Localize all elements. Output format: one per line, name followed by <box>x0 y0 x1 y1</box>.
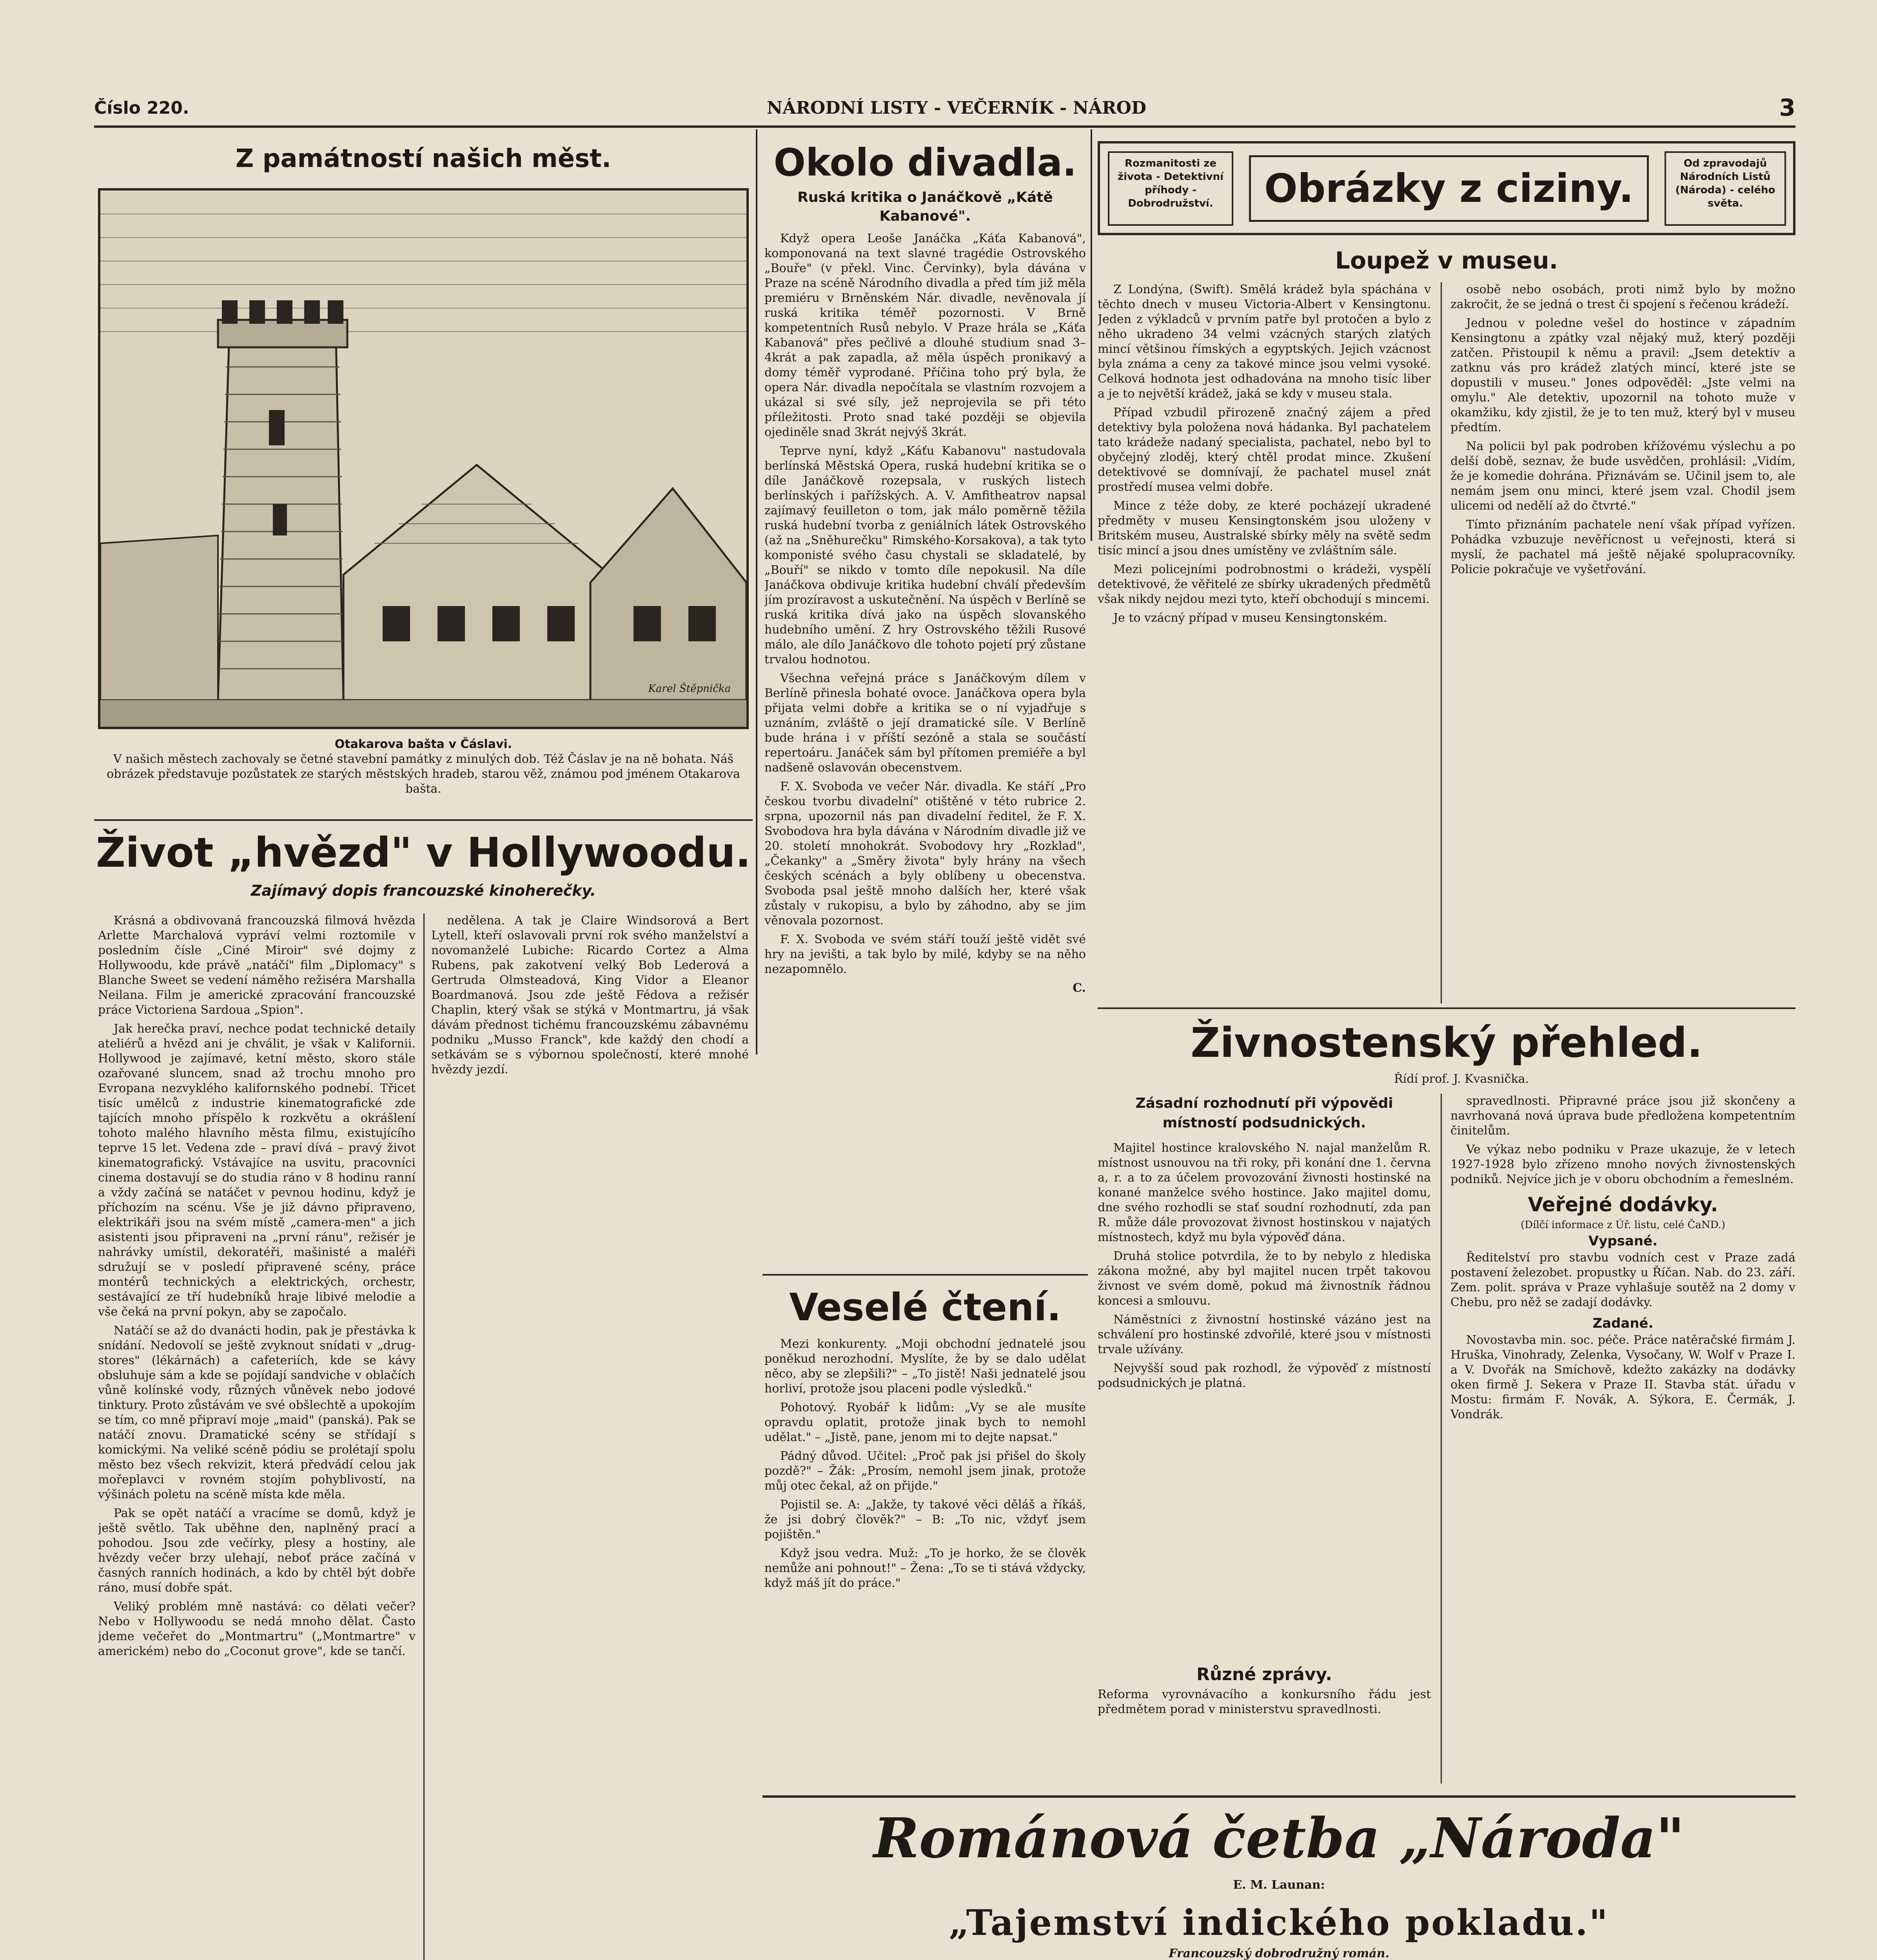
loupez-left-column: Z Londýna, (Swift). Smělá krádež byla spáchána v těchto dnech v museu Victoria-Albert v Kensingtonu. Jeden z výkladců v prvním patře byl protočen a bylo z něho ukradeno 34 velmi vzácných starých zlatých mincí většinou římských a egyptských. Jejich vzácnost byla známa a ceny za takové mince jsou velmi vysoké. Celková hodnota jest odhadována na mnoho tisíc liber a je to největší krádež, jaká se kdy v museu stala. Případ vzbudil přirozeně značný zájem a před detektivy byla položena nová hádanka. Byl pachatelem tato krádeže nadaný specialista, pachatel, nebo byl to obyčejný zloděj, který chtěl prodat mince. Zkušení detektivové se domnívají, že pachatel musel znát prostředí musea velmi dobře. Mince z téže doby, ze které pocházejí ukradené předměty v museu Kensingtonském jsou uloženy v Britském museu, Australské sbírky měly na světě sedm tisíc mincí a jsou dnes umístěny ve zvláštním sále. Mezi policejními podrobnostmi o krádeži, vyspělí detektivové, že věřitelé ze sbírky ukradených předmětů však nikdy nejdou mezi tyto, kteří obchodují s mincemi. Je to vzácný případ v museu Kensingtonském. <box>1098 283 1431 625</box>
obrazky-box-right: Od zpravodajů Národních Listů (Národa) - celého světa. <box>1665 151 1786 226</box>
page-header <box>94 98 1795 125</box>
zivnostensky-left-column: Majitel hostince kralovského N. najal manželům R. místnost usnouvou na tři roky, při konání dne 1. června a, r. a to za účelem provozování živnosti hostinské na konané manželce svého hostince. Jako majitel domu, dne svého rozhodli se stať soudní rozhodnutí, zda pan R. může dále provozovat živnost hostinskou v najatých místnostech, když mu byla výpověď dána. Druhá stolice potvrdila, že to by nebylo z hlediska zákona možné, aby byl majitel nucen trpět takovou živnost ve svém domě, pokud má živnostník řádnou koncesi a smlouvu. Náměstníci z živnostní hostinské vázáno jest na schválení pro hostinské zdvořilé, které jsou v místnosti trvale užívány. Nejvyšší soud pak rozhodl, že výpověď z místností podsudnických je platná. <box>1098 1141 1431 1390</box>
divadlo-subtitle: Ruská kritika o Janáčkově „Kátě Kabanové". <box>797 189 1053 224</box>
loupez-title: Loupež v museu. <box>1335 247 1558 274</box>
roman-top-rule <box>762 1795 1795 1798</box>
zivnostensky-editor: Řídí prof. J. Kvasnička. <box>1394 1072 1529 1086</box>
section-rule <box>94 819 753 821</box>
roman-note: Francouzský dobrodružný román. <box>1169 1947 1389 1960</box>
hvezdy-inner-divider <box>423 913 425 1960</box>
zivnostensky-title: Živnostenský přehled. <box>1190 1019 1703 1067</box>
otakarova-basta-illustration <box>98 188 749 729</box>
divadlo-text: Když opera Leoše Janáčka „Káťa Kabanová", komponovaná na text slavné tragédie Ostrovského „Bouře" (v překl. Vinc. Červinky), byla dávána v Praze na scéně Národního divadla a před tím již měla premiéru v Brněnském Nár. divadle, nevěnovala jí ruská kritika téměř pozornosti. V Brně kompetentních Rusů nebylo. V Praze hrála se „Káťa Kabanová" přes pečlivé a dlouhé studium snad 3–4krát a pak zapadla, až měla úspěch pronikavý a domy téměř vyprodané. Příčina toho prý byla, že opera Nár. divadla nepočítala se vlastním rozvojem a ukázal si své síly, jež neprojevila se při této příležitosti. Proto snad také později se objevila ojediněle snad 3krát nejvýš 3krát. Teprve nyní, když „Káťu Kabanovu" nastudovala berlínská Městská Opera, ruská hudební kritika se o díle Janáčkově rozepsala, v ruských listech berlínských i pařížských. A. V. Amfitheatrov napsal zajímavý feuilleton o tom, jak málo poměrně těžila ruská hudební tvorba z geniálních látek Ostrovského (až na „Sněhurečku" Rimského-Korsakova), a tak tyto komponisté svého času chystali se skladatelé, by „Bouří" se nikdo v tomto díle nepokusil. Na díle Janáčkova obdivuje kritika hudební chválí především jím prozíravost a uskutečnění. Na úspěch v Berlíně se ruská kritika dívá jako na úspěch slovanského hudebního umění. Z hry Ostrovského těžili Rusové málo, ale dílo Janáčkovo dle tohoto pojetí prý zůstane trvalou hodnotou. Všechna veřejná práce s Janáčkovým dílem v Berlíně přinesla bohaté ovoce. Janáčkova opera byla přijata velmi dobře a kritika se o ní vyjadřuje s uznáním, zvláště o její dramatické síle. V Berlíně bude hrána i v příští sezóně a stala se součástí repertoáru. Janáček sám byl přítomen premiéře a byl nadšeně oslavován obecenstvem. F. X. Svoboda ve večer Nár. divadla. Ke stáří „Pro českou tvorbu divadelní" otištěné v této rubrice 2. srpna, upozornil nás pan divadelní ředitel, že F. X. Svobodova hra byla dávána v Národním divadle již ve 20. století mnohokrát. Svobodovy hry „Rozklad", „Čekanky" a „Směry života" byly hrány na všech českých scénách a byly oblíbeny u obecenstva. Svoboda psal ještě mnoho dalších her, které však zůstaly v rukopisu, a bylo by záhodno, aby se jim věnovala pozornost. F. X. Svoboda ve svém stáří touží ještě vidět své hry na jevišti, a tak bylo by milé, kdyby se na něho nezapomnělo. C. <box>764 232 1086 995</box>
ruzne-zpravy: Různé zprávy. Reforma vyrovnávacího a konkursního řádu jest předmětem porad v ministerstvu spravedlnosti. <box>1098 1664 1431 1716</box>
vesele-cteni-text: Mezi konkurenty. „Moji obchodní jednatelé jsou poněkud nerozhodní. Myslíte, že by se dalo udělat něco, aby se zlepšili?" – „To jistě! Naši jednatelé jsou horliví, protože jsou placeni podle výsledků." Pohotový. Ryobář k lidům: „Vy se ale musíte opravdu oplatit, protože jinak bych to nemohl udělat." – „Jistě, pane, jenom mi to dejte napsat." Pádný důvod. Učitel: „Proč pak jsi přišel do školy pozdě?" – Žák: „Prosím, nemohl jsem jinak, protože můj otec čekal, až on přijde." Pojistil se. A: „Jakže, ty takové věci děláš a říkáš, že jsi dobrý člověk?" – B: „To nic, vždyť jsem pojištěn." Když jsou vedra. Muž: „To je horko, že se člověk nemůže ani pohnout!" – Žena: „To se ti stává vždycky, když máš jít do práce." <box>764 1337 1086 1590</box>
vesele-cteni-title: Veselé čtení. <box>789 1285 1061 1329</box>
illustration-caption: Otakarova bašta v Čáslavi. V našich městech zachovaly se četné stavební památky z minulých dob. Též Čáslav je na ně bohata. Náš obrázek představuje pozůstatek ze starých městských hradeb, starou věž, známou pod jménem Otakarova bašta. <box>107 737 740 796</box>
zivnostensky-inner-divider <box>1441 1094 1442 1784</box>
column-divider-2 <box>1091 129 1092 541</box>
zivnostensky-right-column: spravedlnosti. Připravné práce jsou již skončeny a navrhovaná nová úprava bude předložena kompetentním činitelům. Ve výkaz nebo podniku v Praze ukazuje, že v letech 1927-1928 bylo zřízeno mnoho nových živnostenských podniků. Nejvíce jich je v oboru obchodním a řemeslném. Veřejné dodávky. (Dílčí informace z Úř. listu, celé ČaND.) Vypsané. Ředitelství pro stavbu vodních cest v Praze zadá postavení železobet. propustky u Říčan. Nab. do 23. září. Zem. polit. správa v Praze vyhlašuje soutěž na 2 domy v Chebu, pro něž se zadají dodávky. Zadané. Novostavba min. soc. péče. Práce natěračské firmám J. Hruška, Vinohrady, Zelenka, Vysočany, W. Wolf v Praze I. a V. Dvořák na Smíchově, kdežto zakázky na dodávky oken firmě J. Sekera v Praze II. Stavba stát. úřadu v Mostu: firmám F. Novák, A. Sýkora, E. Čermák, J. Vondrák. <box>1450 1094 1795 1421</box>
hvezdy-subtitle: Zajímavý dopis francouzské kinoherečky. <box>251 882 596 899</box>
obrazky-banner <box>1098 141 1795 235</box>
hvezdy-title: Život „hvězd" v Hollywoodu. <box>96 829 751 877</box>
column-divider-1 <box>756 129 757 1054</box>
obrazky-box-left: Rozmanitosti ze života - Detektivní příhody - Dobrodružství. <box>1108 151 1233 226</box>
zasadni-title: Zásadní rozhodnutí při výpovědi místností podsudnických. <box>1135 1095 1393 1131</box>
col3-rule <box>1098 1007 1795 1009</box>
hvezdy-right-column: nedělena. A tak je Claire Windsorová a Bert Lytell, kteří oslavovali první rok svého manželství a novomanželé Lubiche: Ricardo Cortez a Alma Rubens, pak zakotvení velký Bob Lederová a Gertruda Olmsteadová, King Vidor a Eleanor Boardmanová. Jsou zde ještě Fédova a režisér Chaplin, který však se stýká v Montmartru, já však dávám přednost tichému francouzskému zábavnému podniku „Musso Franck", kde každý den chodí a setkávám se s výbornou společností, které mnohé hvězdy jezdí. <box>431 914 749 1076</box>
col2-rule <box>762 1274 1088 1276</box>
obrazky-title: Obrázky z ciziny. <box>1249 155 1649 222</box>
loupez-inner-divider <box>1441 282 1442 1004</box>
newspaper-title: NÁRODNÍ LISTY - VEČERNÍK - NÁROD <box>766 98 1147 118</box>
roman-subtitle: „Tajemství indického pokladu." <box>949 1902 1609 1944</box>
divadlo-title: Okolo divadla. <box>773 141 1077 185</box>
page-number: 3 <box>1779 98 1795 122</box>
header-rule <box>94 125 1795 128</box>
roman-author: E. M. Launan: <box>1233 1878 1325 1892</box>
roman-title: Románová četba „Národa" <box>873 1806 1685 1871</box>
pamatnosti-title: Z památností našich měst. <box>235 144 612 173</box>
artist-signature: Karel Štěpnička <box>648 683 731 695</box>
issue-number: Číslo 220. <box>94 98 189 118</box>
hvezdy-left-column: Krásná a obdivovaná francouzská filmová hvězda Arlette Marchalová vypráví velmi roztomile v posledním čísle „Ciné Miroir" své dojmy z Hollywoodu, kde právě „natáčí" film „Diplomacy" s Blanche Sweet se vedení náměho režiséra Marshalla Neilana. Film je americké zpracování francouzské práce Victoriena Sardoua „Spion". Jak herečka praví, nechce podat technické detaily ateliérů a hvězd ani je chválit, je však v Kalifornii. Hollywood je zajímavé, ketní město, skoro stále ozařované sluncem, snad až trochu mnoho pro Evropana nezvyklého kalifornského podnebí. Třicet tisíc umělců z industrie kinematografické zde tajících mnoho příspělo k rozkvětu a okrášlení tohoto malého hlavního města filmu, existujícího teprve 15 let. Vedena zde – praví dívá – pravý život kinematografický. Vstávajíce na usvitu, pracovníci cinema dostavují se do studia ráno v 8 hodinu ranní a vždy začíná se natáčet v pevnou hodinu, když je příchozím na scénu. Vše je již dávno připraveno, elektrikáři jsou na svém místě „camera-men" a jich asistenti jsou připraveni na „první ránu", režisér je nahrávky umístil, dekoratéři, mašinisté a maléři sdružují se v posledí připravené scény, práce montérů technických a elektrických, orchestr, sestávající ze tří hudebníků hraje libivé melodie a vše čeká na první pokyn, aby se započalo. Natáčí se až do dvanácti hodin, pak je přestávka k snídání. Nedovolí se ještě zvyknout snídati v „drug-stores" (lékárnách) a cafeteriích, kde se kávy obsluhuje sám a kde se pojídají sandviche v oblačích vůně kolínské vody, různých vůněvek nebo jodové tinktury. Proto zůstávám ve své obšlechtě a upokojím se tím, co mně připraví moje „maid" (panská). Pak se natáčí znovu. Dramatické scény se střídají s komickými. Na veliké scéně pódiu se prolétají spolu město bez všech rekvizit, která předvádí celou jak mořeplavci v rovném stojím pohyblivostí, na výšinách poletu na scéně místa kde měla. Pak se opět natáčí a vracíme se domů, když je ještě světlo. Tak uběhne den, naplněný prací a pohodou. Jsou zde večírky, plesy a hostiny, ale hvězdy večer brzy ulehají, neboť práce začíná v časných ranních hodinách, a kdo by chtěl být dobře ráno, musí dobře spát. Veliký problém mně nastává: co dělati večer? Nebo v Hollywoodu se nedá mnoho dělat. Často jdeme večeřet do „Montmartru" („Montmartre" v americkém) nebo do „Coconut grove", kde se tančí. <box>98 914 416 1658</box>
loupez-right-column: osobě nebo osobách, proti nimž bylo by možno zakročit, že se jedná o trest či spojení s řečenou krádeží. Jednou v poledne vešel do hostince v západním Kensingtonu a zpátky vzal nějaký muž, který později zatčen. Přistoupil k němu a pravil: „Jsem detektiv a zatknu vás pro krádež zlatých mincí, které jste se dopustili v museu." Jones odpověděl: „Jste velmi na omylu." Ale detektiv, upozornil na tohoto muže v okamžiku, kdy zjistil, že je to ten muž, který byl v museu předtím. Na policii byl pak podroben křížovému výslechu a po delší době, seznav, že bude usvědčen, prohlásil: „Vidím, že je komedie dohrána. Přiznávám se. Učinil jsem to, ale nemám jsem onu minci, které jsem vzal. Chodil jsem ulicemi od nedělí až do čtvrté." Tímto přiznáním pachatele není však případ vyřízen. Pohádka vzbuzuje nevěřícnost u veřejnosti, která si myslí, že pachatel má ještě nějaké spolupracovníky. Policie pokračuje ve vyšetřování. <box>1450 283 1795 576</box>
